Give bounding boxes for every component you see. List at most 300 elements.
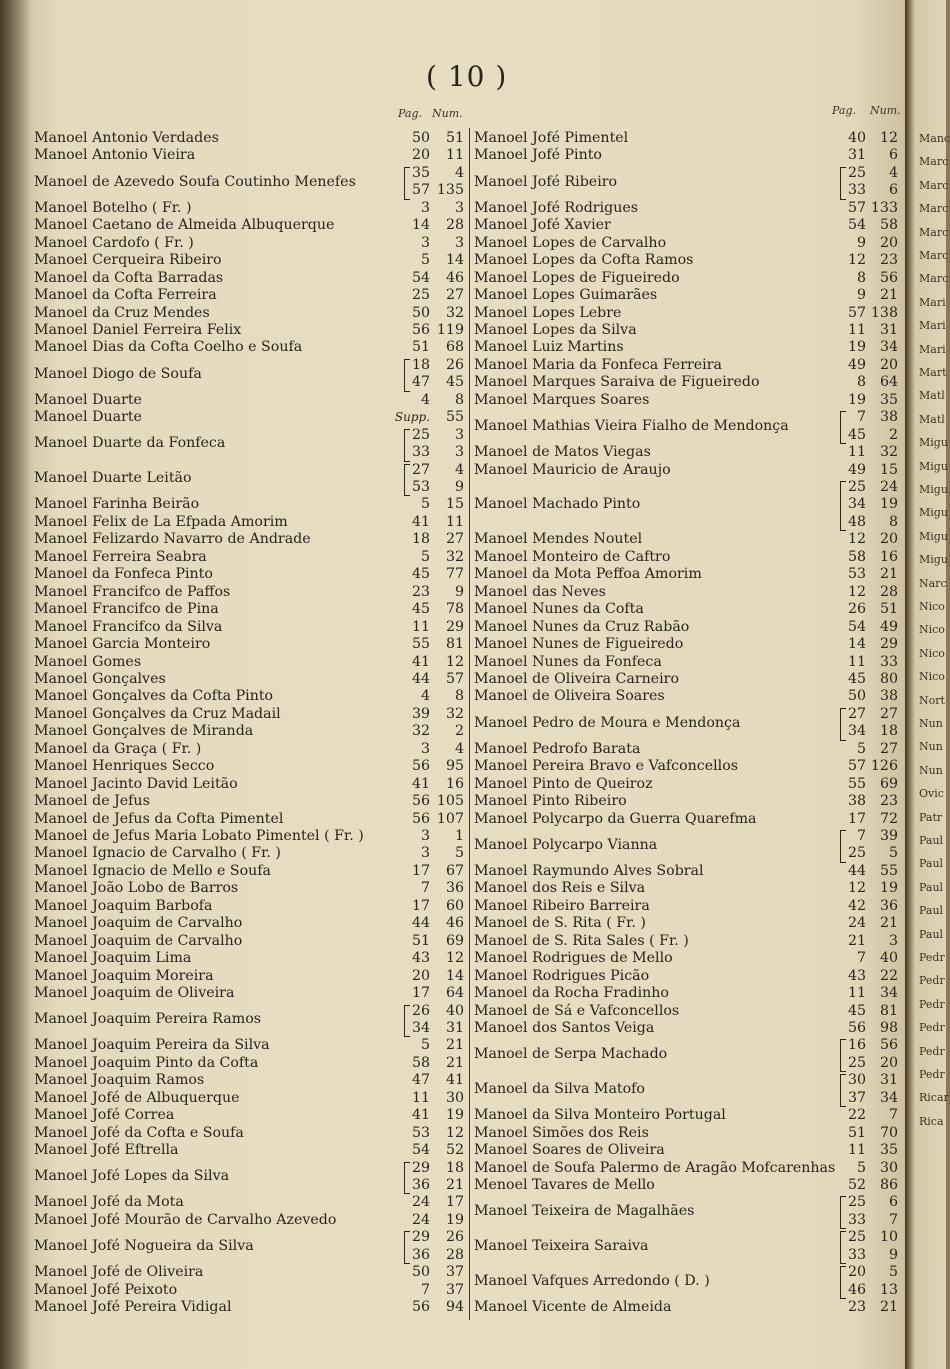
page-ref: 45 bbox=[847, 670, 866, 687]
number-ref: 86 bbox=[879, 1177, 898, 1193]
number-ref: 22 bbox=[879, 967, 898, 984]
number-ref: 69 bbox=[879, 775, 898, 792]
number-ref: 7 bbox=[888, 1107, 898, 1124]
next-page-fragment: Marc bbox=[919, 225, 949, 239]
entry-name: Manoel Felix de La Efpada Amorim bbox=[34, 513, 288, 530]
number-ref: 4 bbox=[888, 164, 898, 181]
entry-name: Manoel da Silva Matofo bbox=[474, 1081, 645, 1098]
next-page-fragment: Narc bbox=[919, 576, 947, 590]
number-ref: 28 bbox=[879, 583, 898, 600]
page-ref: 20 bbox=[411, 967, 430, 984]
page-ref: 50 bbox=[411, 1264, 430, 1281]
entry-name: Manoel Joaquim de Carvalho bbox=[34, 915, 243, 932]
page-ref: 3 bbox=[420, 199, 430, 216]
number-ref: 55 bbox=[445, 409, 464, 426]
page-ref: 5 bbox=[420, 1037, 430, 1054]
index-entry bbox=[474, 741, 902, 758]
page-ref: 45 bbox=[411, 601, 430, 618]
entry-name: Manoel Raymundo Alves Sobral bbox=[474, 862, 704, 879]
index-entry bbox=[474, 200, 902, 217]
number-ref: 80 bbox=[879, 670, 898, 687]
number-ref: 18 bbox=[879, 723, 898, 740]
entry-name: Manoel Botelho ( Fr. ) bbox=[34, 199, 192, 216]
index-entry bbox=[34, 305, 468, 322]
page-ref: 54 bbox=[847, 618, 866, 635]
index-entry bbox=[474, 933, 902, 950]
index-entry bbox=[474, 985, 902, 1002]
index-entry bbox=[474, 235, 902, 252]
page-ref: 11 bbox=[411, 618, 430, 635]
page-ref: 33 bbox=[847, 182, 866, 199]
number-ref: 9 bbox=[454, 478, 464, 495]
next-page-fragment: Nico bbox=[919, 623, 945, 637]
page-ref: 56 bbox=[411, 1299, 430, 1316]
number-ref: 36 bbox=[879, 897, 898, 914]
entry-name: Manoel da Cofta Ferreira bbox=[34, 287, 217, 304]
page-ref: 5 bbox=[420, 252, 430, 269]
number-ref: 32 bbox=[445, 304, 464, 321]
index-entry bbox=[34, 584, 468, 601]
column-divider bbox=[469, 128, 470, 1320]
page-ref: 25 bbox=[411, 426, 430, 443]
entry-name: Manoel de Matos Viegas bbox=[474, 444, 651, 461]
number-ref: 69 bbox=[445, 932, 464, 949]
entry-name: Manoel Lopes Lebre bbox=[474, 304, 622, 321]
next-page-fragment: Migu bbox=[919, 553, 948, 567]
page-ref: 53 bbox=[411, 1124, 430, 1141]
index-entry bbox=[34, 1107, 468, 1124]
index-entry bbox=[34, 776, 468, 793]
index-entry bbox=[34, 357, 468, 392]
next-page-fragment: Pedr bbox=[919, 997, 945, 1011]
entry-name: Manoel Jofé Peixoto bbox=[34, 1281, 178, 1298]
page-ref: 51 bbox=[411, 339, 430, 356]
next-page-fragment: Migu bbox=[919, 459, 948, 473]
number-ref: 95 bbox=[445, 758, 464, 775]
number-ref: 15 bbox=[879, 461, 898, 478]
page-ref: 37 bbox=[847, 1089, 866, 1106]
page-ref: 7 bbox=[856, 409, 866, 426]
page-ref: 5 bbox=[856, 740, 866, 757]
index-entry bbox=[474, 217, 902, 234]
index-entry bbox=[34, 741, 468, 758]
entry-name: Manoel Lopes da Cofta Ramos bbox=[474, 252, 694, 269]
number-ref: 55 bbox=[879, 862, 898, 879]
number-ref: 4 bbox=[454, 740, 464, 757]
page-ref: 34 bbox=[847, 496, 866, 513]
left-num-header: Num. bbox=[432, 107, 463, 120]
page-ref: 3 bbox=[420, 234, 430, 251]
page-ref: 44 bbox=[847, 862, 866, 879]
entry-name: Manoel Jofé da Cofta e Soufa bbox=[34, 1124, 244, 1141]
index-entry bbox=[34, 688, 468, 705]
number-ref: 51 bbox=[445, 130, 464, 146]
entry-name: Manoel Nunes de Figueiredo bbox=[474, 636, 684, 653]
number-ref: 27 bbox=[445, 287, 464, 304]
entry-name: Manoel da Rocha Fradinho bbox=[474, 985, 669, 1002]
number-ref: 12 bbox=[445, 1124, 464, 1141]
number-ref: 3 bbox=[454, 199, 464, 216]
index-entry bbox=[474, 409, 902, 444]
entry-name: Manoel Pinto Ribeiro bbox=[474, 793, 627, 810]
entry-name: Manoel Duarte bbox=[34, 409, 142, 426]
entry-name: Manoel Jofé Xavier bbox=[474, 217, 611, 234]
next-page-fragment: Nun bbox=[919, 740, 943, 754]
index-entry bbox=[34, 845, 468, 862]
page-ref: 7 bbox=[856, 828, 866, 844]
number-ref: 37 bbox=[445, 1281, 464, 1298]
page-ref: 16 bbox=[847, 1037, 866, 1054]
index-entry bbox=[474, 706, 902, 741]
entry-name: Manoel Caetano de Almeida Albuquerque bbox=[34, 217, 335, 234]
number-ref: 24 bbox=[879, 479, 898, 495]
index-entry bbox=[474, 863, 902, 880]
index-entry bbox=[474, 1125, 902, 1142]
page-ref: 25 bbox=[847, 1194, 866, 1211]
page-ref: 7 bbox=[420, 880, 430, 897]
entry-name: Manoel Vafques Arredondo ( D. ) bbox=[474, 1272, 710, 1289]
index-entry bbox=[474, 339, 902, 356]
index-entry bbox=[474, 147, 902, 164]
index-entry bbox=[474, 1160, 902, 1177]
page-ref: 47 bbox=[411, 1072, 430, 1089]
entry-name: Manoel Duarte bbox=[34, 391, 142, 408]
index-entry bbox=[474, 357, 902, 374]
index-entry bbox=[34, 1090, 468, 1107]
entry-name: Manoel Lopes de Figueiredo bbox=[474, 269, 680, 286]
index-entry bbox=[474, 828, 902, 863]
page-ref: 25 bbox=[847, 845, 866, 862]
number-ref: 30 bbox=[879, 1159, 898, 1176]
entry-name: Manoel de Jefus Maria Lobato Pimentel ( Fr. ) bbox=[34, 828, 364, 844]
page-ref: 5 bbox=[420, 496, 430, 513]
page-ref: 30 bbox=[847, 1072, 866, 1089]
entry-name: Manoel da Fonfeca Pinto bbox=[34, 566, 213, 583]
number-ref: 21 bbox=[879, 287, 898, 304]
page-ref: 36 bbox=[411, 1246, 430, 1263]
number-ref: 78 bbox=[445, 601, 464, 618]
page-ref: 11 bbox=[411, 1089, 430, 1106]
page-ref: 55 bbox=[411, 636, 430, 653]
index-entry bbox=[34, 933, 468, 950]
number-ref: 14 bbox=[445, 252, 464, 269]
index-entry bbox=[34, 200, 468, 217]
number-ref: 5 bbox=[888, 845, 898, 862]
number-ref: 9 bbox=[454, 583, 464, 600]
index-entry bbox=[474, 1037, 902, 1072]
number-ref: 64 bbox=[445, 985, 464, 1002]
page-ref: 41 bbox=[411, 513, 430, 530]
page-ref: 33 bbox=[847, 1211, 866, 1228]
page-ref: 50 bbox=[411, 130, 430, 146]
index-entry bbox=[34, 549, 468, 566]
page-ref: 17 bbox=[411, 985, 430, 1002]
entry-name: Manoel Simões dos Reis bbox=[474, 1124, 649, 1141]
page-ref: 41 bbox=[411, 1107, 430, 1124]
index-entry bbox=[474, 462, 902, 479]
page-ref: 29 bbox=[411, 1229, 430, 1246]
next-page-fragment: Matl bbox=[919, 389, 945, 403]
entry-name: Manoel Felizardo Navarro de Andrade bbox=[34, 531, 311, 548]
page-ref: 34 bbox=[411, 1019, 430, 1036]
number-ref: 5 bbox=[888, 1264, 898, 1281]
next-page-fragment: Nun bbox=[919, 763, 943, 777]
index-entry bbox=[34, 531, 468, 548]
gutter-shadow bbox=[0, 0, 30, 1369]
page-ref: 24 bbox=[411, 1194, 430, 1211]
entry-name: Manoel dos Reis e Silva bbox=[474, 880, 646, 897]
index-entry bbox=[474, 619, 902, 636]
entry-name: Manoel Rodrigues Picão bbox=[474, 967, 650, 984]
page-ref: 31 bbox=[847, 147, 866, 164]
next-page-fragment: Ricar bbox=[919, 1091, 949, 1105]
index-entry bbox=[34, 1072, 468, 1089]
number-ref: 37 bbox=[445, 1264, 464, 1281]
number-ref: 105 bbox=[436, 793, 464, 810]
page-ref: 11 bbox=[847, 985, 866, 1002]
index-entry bbox=[34, 165, 468, 200]
entry-name: Manoel Joaquim de Oliveira bbox=[34, 985, 235, 1002]
entry-name: Manoel Diogo de Soufa bbox=[34, 365, 202, 382]
number-ref: 27 bbox=[445, 531, 464, 548]
entry-name: Manoel Jofé Eftrella bbox=[34, 1142, 179, 1159]
next-page-fragment: Mari bbox=[919, 319, 946, 333]
index-entry bbox=[34, 811, 468, 828]
index-entry bbox=[474, 584, 902, 601]
index-entry bbox=[34, 322, 468, 339]
entry-name: Manoel Joaquim Pereira da Silva bbox=[34, 1037, 270, 1054]
entry-name: Manoel Pedro de Moura e Mendonça bbox=[474, 714, 741, 731]
page-ref: 25 bbox=[847, 1054, 866, 1071]
number-ref: 60 bbox=[445, 897, 464, 914]
index-entry bbox=[34, 427, 468, 462]
next-page-fragment: Rica bbox=[919, 1114, 944, 1128]
page-ref: 43 bbox=[847, 967, 866, 984]
entry-name: Manoel de S. Rita Sales ( Fr. ) bbox=[474, 932, 689, 949]
number-ref: 20 bbox=[879, 234, 898, 251]
next-page-fragment: Marc bbox=[919, 249, 949, 262]
number-ref: 4 bbox=[454, 164, 464, 181]
entry-name: Manoel Ferreira Seabra bbox=[34, 548, 207, 565]
index-entry bbox=[34, 1299, 468, 1316]
entry-name: Manoel da Cruz Mendes bbox=[34, 304, 210, 321]
index-entry bbox=[34, 514, 468, 531]
page-ref: 50 bbox=[847, 688, 866, 705]
index-entry bbox=[474, 392, 902, 409]
page-ref: 47 bbox=[411, 374, 430, 391]
index-entry bbox=[474, 1299, 902, 1316]
page-ref: 20 bbox=[411, 147, 430, 164]
number-ref: 30 bbox=[445, 1089, 464, 1106]
entry-name: Manoel Jofé Ribeiro bbox=[474, 173, 618, 190]
page-ref: 3 bbox=[420, 740, 430, 757]
next-page-fragment: Paul bbox=[919, 904, 944, 918]
entry-name: Manoel Francifco de Pina bbox=[34, 601, 219, 618]
page-ref: 58 bbox=[411, 1054, 430, 1071]
page-ref: 32 bbox=[411, 723, 430, 740]
index-entry bbox=[34, 566, 468, 583]
left-index-column bbox=[34, 130, 468, 1322]
number-ref: 11 bbox=[445, 513, 464, 530]
next-page-fragment: Paul bbox=[919, 880, 944, 894]
number-ref: 126 bbox=[870, 758, 898, 775]
number-ref: 21 bbox=[879, 915, 898, 932]
number-ref: 56 bbox=[879, 269, 898, 286]
number-ref: 20 bbox=[879, 531, 898, 548]
entry-name: Manoel dos Santos Veiga bbox=[474, 1019, 655, 1036]
page-ref: 33 bbox=[847, 1246, 866, 1263]
index-entry bbox=[34, 287, 468, 304]
entry-name: Manoel Pinto de Queiroz bbox=[474, 775, 653, 792]
right-index-column bbox=[474, 130, 902, 1322]
entry-name: Menoel Tavares de Mello bbox=[474, 1177, 655, 1193]
index-entry bbox=[34, 252, 468, 269]
page-ref: 56 bbox=[411, 321, 430, 338]
index-entry bbox=[34, 985, 468, 1002]
page-ref: 51 bbox=[847, 1124, 866, 1141]
entry-name: Manoel Joaquim Moreira bbox=[34, 967, 214, 984]
number-ref: 40 bbox=[445, 1002, 464, 1019]
page-ref: 27 bbox=[411, 461, 430, 478]
number-ref: 70 bbox=[879, 1124, 898, 1141]
entry-name: Manoel da Mota Peffoa Amorim bbox=[474, 566, 702, 583]
next-page-fragment: Marc bbox=[919, 155, 949, 169]
index-entry bbox=[34, 1142, 468, 1159]
index-entry bbox=[34, 235, 468, 252]
page-ref: 8 bbox=[856, 374, 866, 391]
number-ref: 68 bbox=[445, 339, 464, 356]
page-number: ( 10 ) bbox=[426, 60, 508, 93]
entry-name: Manoel da Silva Monteiro Portugal bbox=[474, 1107, 726, 1124]
number-ref: 8 bbox=[888, 513, 898, 530]
entry-name: Manoel Joaquim Lima bbox=[34, 950, 192, 967]
page-ref: 19 bbox=[847, 339, 866, 356]
number-ref: 27 bbox=[879, 705, 898, 722]
page-ref: 12 bbox=[847, 583, 866, 600]
page-ref: 9 bbox=[856, 234, 866, 251]
number-ref: 21 bbox=[445, 1054, 464, 1071]
number-ref: 49 bbox=[879, 618, 898, 635]
entry-name: Manoel Dias da Cofta Coelho e Soufa bbox=[34, 339, 303, 356]
index-entry bbox=[474, 1142, 902, 1159]
number-ref: 19 bbox=[879, 880, 898, 897]
page-ref: 7 bbox=[856, 950, 866, 967]
page-ref: 18 bbox=[411, 356, 430, 373]
entry-name: Manoel Mendes Noutel bbox=[474, 531, 643, 548]
page-ref: 49 bbox=[847, 356, 866, 373]
page-ref: 17 bbox=[411, 897, 430, 914]
index-entry bbox=[474, 1177, 902, 1194]
next-page-fragment: Nico bbox=[919, 670, 945, 684]
index-entry bbox=[34, 950, 468, 967]
index-entry bbox=[34, 706, 468, 723]
page-ref: 5 bbox=[420, 548, 430, 565]
number-ref: 26 bbox=[445, 356, 464, 373]
index-entry bbox=[34, 270, 468, 287]
number-ref: 16 bbox=[879, 548, 898, 565]
index-entry bbox=[474, 305, 902, 322]
index-entry bbox=[34, 723, 468, 740]
entry-name: Manoel Garcia Monteiro bbox=[34, 636, 211, 653]
index-entry bbox=[474, 688, 902, 705]
entry-name: Manoel de Serpa Machado bbox=[474, 1046, 668, 1063]
index-entry bbox=[474, 1003, 902, 1020]
entry-name: Manoel da Cofta Barradas bbox=[34, 269, 224, 286]
number-ref: 38 bbox=[879, 688, 898, 705]
page-ref: 38 bbox=[847, 793, 866, 810]
index-entry bbox=[34, 1125, 468, 1142]
page-ref: 56 bbox=[411, 810, 430, 827]
entry-name: Manoel Farinha Beirão bbox=[34, 496, 200, 513]
number-ref: 3 bbox=[454, 234, 464, 251]
entry-name: Manoel Ribeiro Barreira bbox=[474, 897, 650, 914]
entry-name: Manoel Monteiro de Caftro bbox=[474, 548, 671, 565]
index-entry bbox=[34, 1212, 468, 1229]
next-page-fragment: Nico bbox=[919, 646, 945, 660]
number-ref: 12 bbox=[445, 950, 464, 967]
index-entry bbox=[474, 566, 902, 583]
page-ref: 41 bbox=[411, 653, 430, 670]
entry-name: Manoel Jofé Lopes da Silva bbox=[34, 1168, 230, 1185]
entry-name: Manoel de Azevedo Soufa Coutinho Menefes bbox=[34, 173, 356, 190]
entry-name: Manoel Vicente de Almeida bbox=[474, 1299, 672, 1316]
next-page-fragment: Paul bbox=[919, 927, 944, 941]
page-ref: 23 bbox=[411, 583, 430, 600]
entry-name: Manoel Mauricio de Araujo bbox=[474, 461, 671, 478]
number-ref: 14 bbox=[445, 967, 464, 984]
number-ref: 13 bbox=[879, 1281, 898, 1298]
page-ref: 11 bbox=[847, 653, 866, 670]
index-entry bbox=[34, 130, 468, 147]
number-ref: 21 bbox=[445, 1037, 464, 1054]
number-ref: 45 bbox=[445, 374, 464, 391]
number-ref: 81 bbox=[445, 636, 464, 653]
next-page-fragment: Mari bbox=[919, 342, 946, 356]
number-ref: 52 bbox=[445, 1142, 464, 1159]
next-page-fragment: Mari bbox=[919, 295, 946, 309]
number-ref: 77 bbox=[445, 566, 464, 583]
page-ref: 45 bbox=[411, 566, 430, 583]
number-ref: 135 bbox=[436, 182, 464, 199]
number-ref: 9 bbox=[888, 1246, 898, 1263]
page-ref: 45 bbox=[847, 426, 866, 443]
page-ref: 53 bbox=[847, 566, 866, 583]
number-ref: 10 bbox=[879, 1229, 898, 1246]
number-ref: 23 bbox=[879, 793, 898, 810]
number-ref: 3 bbox=[454, 426, 464, 443]
entry-name: Manoel de S. Rita ( Fr. ) bbox=[474, 915, 646, 932]
index-entry bbox=[474, 444, 902, 461]
entry-name: Manoel Duarte da Fonfeca bbox=[34, 435, 226, 452]
next-page-fragment: Nun bbox=[919, 717, 943, 730]
next-page-fragment: Migu bbox=[919, 436, 948, 450]
number-ref: 34 bbox=[879, 985, 898, 1002]
entry-name: Manoel Machado Pinto bbox=[474, 496, 641, 513]
number-ref: 4 bbox=[454, 461, 464, 478]
page-ref: 58 bbox=[847, 548, 866, 565]
page-ref: 57 bbox=[411, 182, 430, 199]
entry-name: Manoel Jofé Correa bbox=[34, 1107, 175, 1124]
page-ref: 21 bbox=[847, 932, 866, 949]
number-ref: 51 bbox=[879, 601, 898, 618]
page-ref: 56 bbox=[411, 758, 430, 775]
number-ref: 21 bbox=[879, 1299, 898, 1316]
number-ref: 28 bbox=[445, 1246, 464, 1263]
page-ref: 14 bbox=[847, 636, 866, 653]
index-entry bbox=[474, 898, 902, 915]
next-page-fragment: Patr bbox=[919, 810, 943, 824]
entry-name: Manoel Lopes Guimarães bbox=[474, 287, 658, 304]
